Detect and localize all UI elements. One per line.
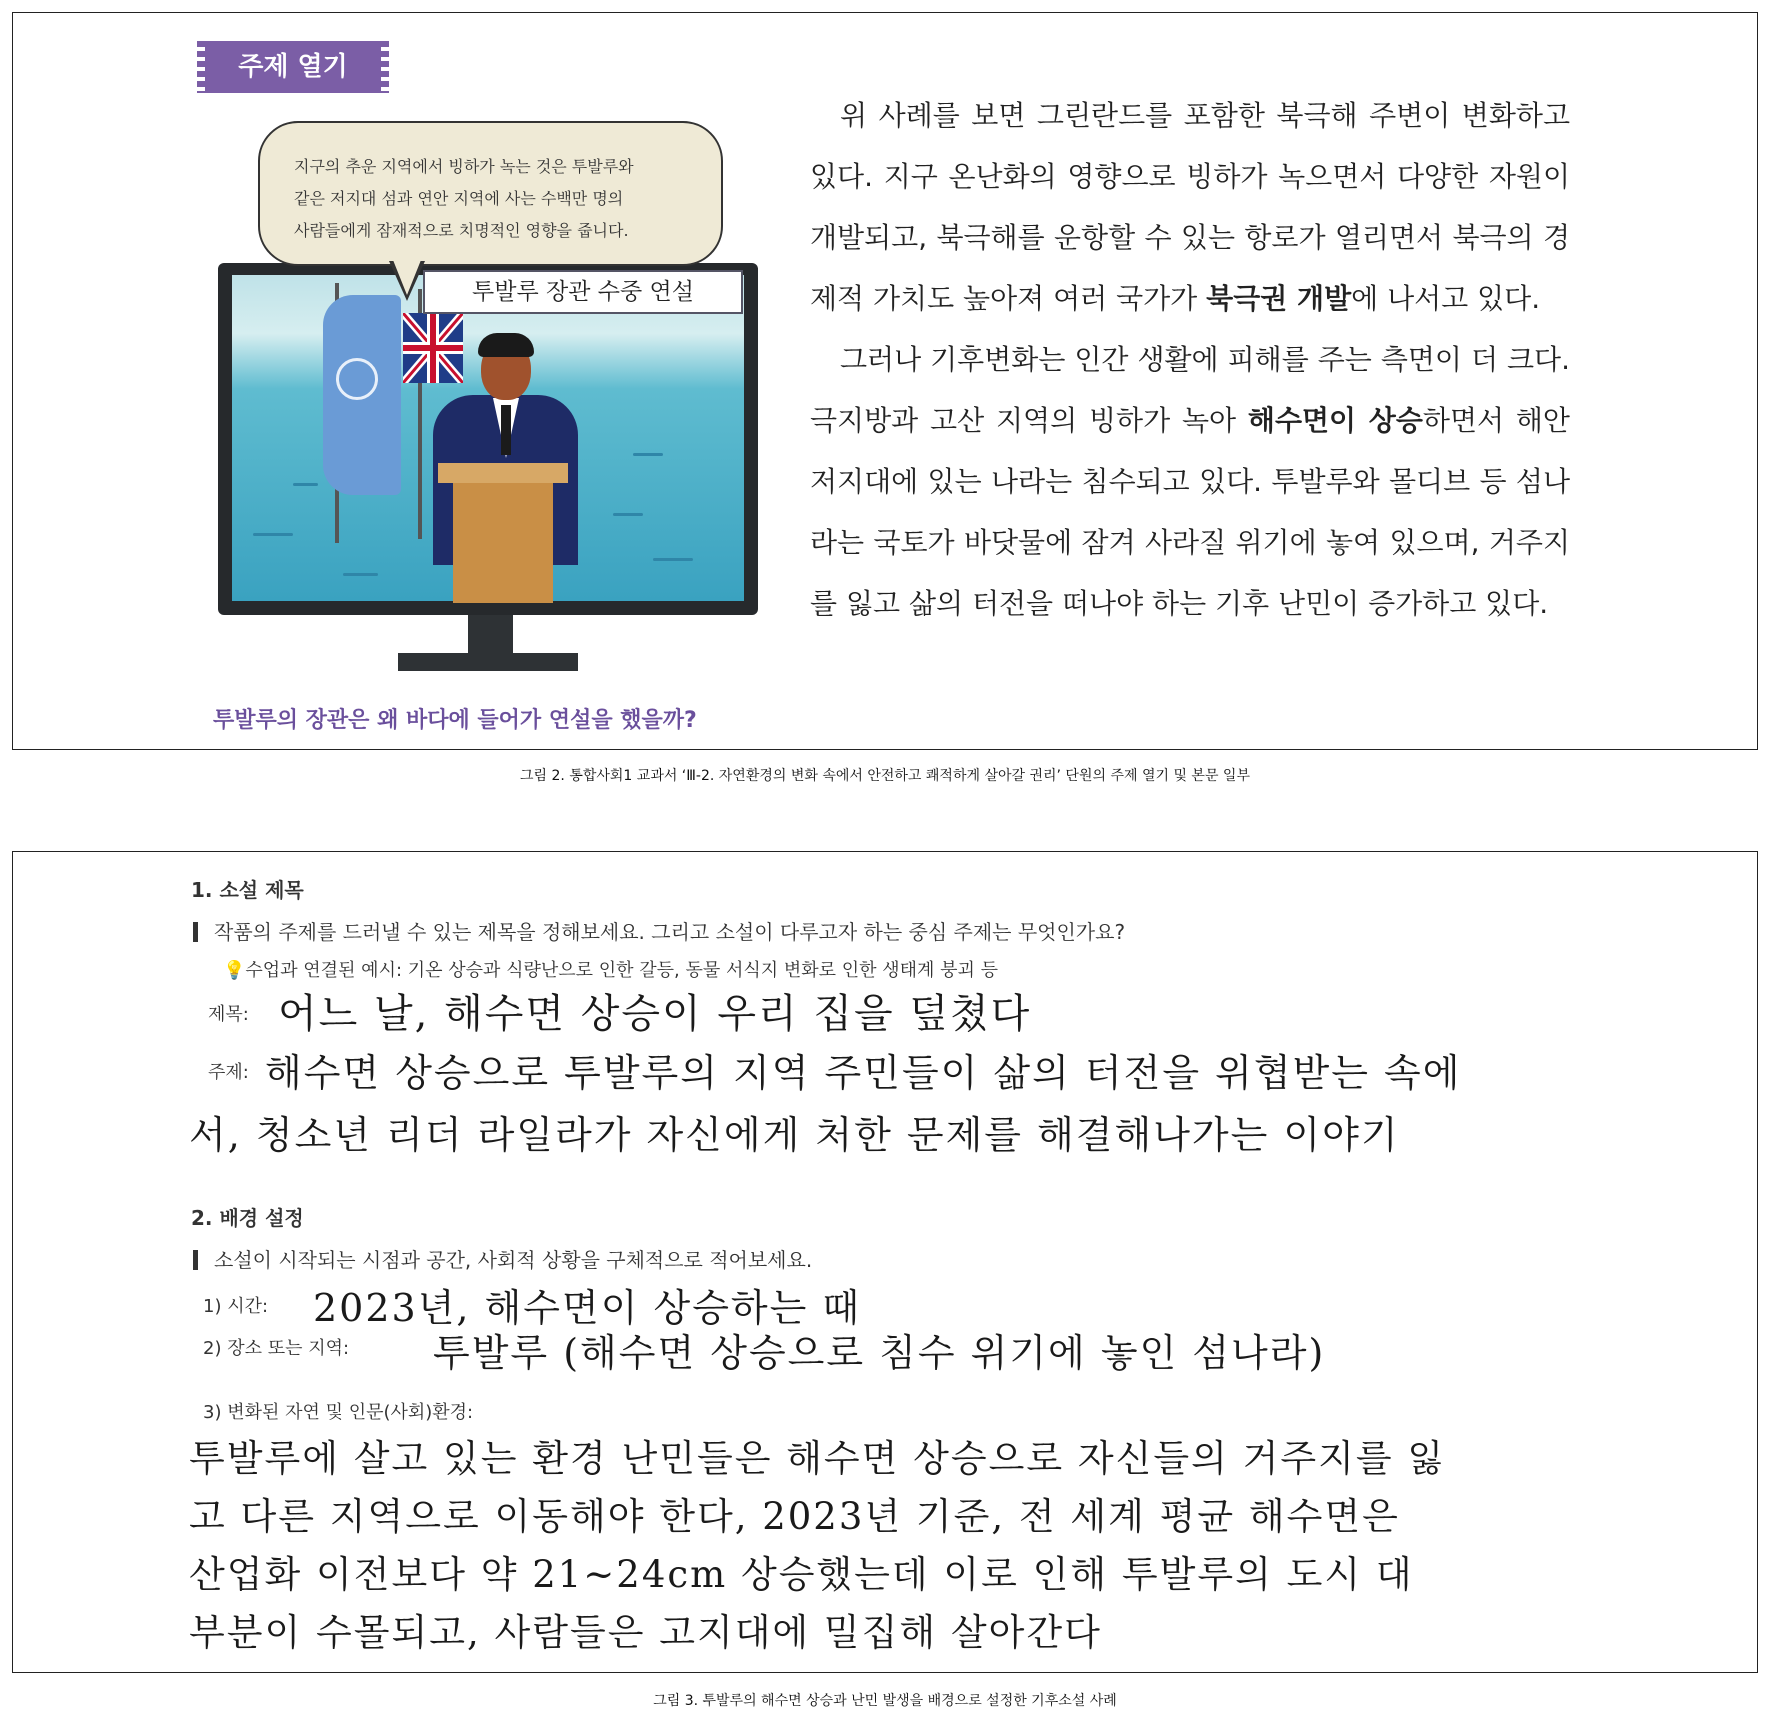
title-answer: 어느 날, 해수면 상승이 우리 집을 덮쳤다: [278, 991, 1032, 1037]
paragraph-2-text: 그러나 기후변화는 인간 생활에 피해를 주는 측면이 더 크다. 극지방과 고산 지역의 빙하가 녹아: [810, 343, 1570, 437]
theme-label: 주제:: [208, 1062, 249, 1083]
time-answer: 2023년, 해수면이 상승하는 때: [313, 1286, 862, 1330]
tv-stand-base: [398, 653, 578, 671]
environment-answer-line: 고 다른 지역으로 이동해야 한다, 2023년 기준, 전 세계 평균 해수면은: [189, 1495, 1400, 1538]
un-emblem-icon: [336, 358, 378, 400]
tv-stand: [468, 615, 513, 655]
keyword-arctic-development: 북극권 개발: [1206, 282, 1352, 315]
bubble-line: 지구의 추운 지역에서 빙하가 녹는 것은 투발루와: [294, 157, 634, 176]
environment-answer-line: 부분이 수몰되고, 사람들은 고지대에 밀집해 살아간다: [189, 1611, 1102, 1654]
tie: [501, 405, 511, 455]
bullet-bar: [193, 922, 198, 942]
environment-answer-line: 투발루에 살고 있는 환경 난민들은 해수면 상승으로 자신들의 거주지를 잃: [189, 1437, 1446, 1480]
topic-badge: 주제 열기: [203, 41, 383, 93]
section-2-question: [193, 1244, 812, 1273]
environment-label: 3) 변화된 자연 및 인문(사회)환경:: [203, 1402, 474, 1423]
bubble-line: 같은 저지대 섬과 연안 지역에 사는 수백만 명의: [294, 189, 624, 208]
bubble-tail-fill: [393, 260, 421, 295]
illustration-question: 투발루의 장관은 왜 바다에 들어가 연설을 했을까?: [213, 708, 697, 733]
wave-mark: [253, 533, 293, 536]
environment-answer-line: 산업화 이전보다 약 21~24cm 상승했는데 이로 인해 투발루의 도시 대: [189, 1553, 1414, 1596]
tuvalu-flag: [403, 313, 463, 383]
place-answer: 투발루 (해수면 상승으로 침수 위기에 놓인 섬나라): [433, 1331, 1326, 1375]
minister-hair: [478, 333, 534, 357]
bubble-line: 사람들에게 잠재적으로 치명적인 영향을 줍니다.: [294, 221, 629, 240]
wave-mark: [343, 573, 378, 576]
bullet-bar: [193, 1250, 198, 1270]
podium-top: [438, 463, 568, 483]
wave-mark: [293, 483, 318, 486]
section-2-title: 2. 배경 설정: [191, 1206, 304, 1230]
speech-bubble: [258, 121, 723, 266]
wave-mark: [613, 513, 643, 516]
paragraph-1-text: 위 사례를 보면 그린란드를 포함한 북극해 주변이 변화하고 있다. 지구 온난화의 영향으로 빙하가 녹으면서 다양한 자원이 개발되고, 북극해를 운항할 수 있는 항로가 열리면서 북극의 경제적 가치도 높아져 여러 국가가: [810, 99, 1570, 315]
speech-banner: 투발루 장관 수중 연설: [423, 270, 743, 314]
podium: [453, 483, 553, 603]
section-1-example: 💡수업과 연결된 예시: 기온 상승과 식량난으로 인한 갈등, 동물 서식지 변화로 인한 생태계 붕괴 등: [223, 960, 999, 981]
figure-3-panel: [12, 851, 1758, 1673]
keyword-sea-level-rise: 해수면이 상승: [1247, 404, 1423, 437]
section-1-question-text: 작품의 주제를 드러낼 수 있는 제목을 정해보세요. 그리고 소설이 다루고자 하는 중심 주제는 무엇인가요?: [214, 920, 1126, 944]
figure-2-panel: [12, 12, 1758, 750]
place-label: 2) 장소 또는 지역:: [203, 1338, 350, 1359]
paragraph-2-end: 하면서 해안 저지대에 있는 나라는 침수되고 있다. 투발루와 몰디브 등 섬나라는 국토가 바닷물에 잠겨 사라질 위기에 놓여 있으며, 거주지를 잃고 삶의 터전을 떠나야 하는 기후 난민이 증가하고 있다.: [810, 404, 1570, 620]
time-label: 1) 시간:: [203, 1296, 269, 1317]
paragraph-2: [810, 329, 1570, 634]
section-1-question: [193, 916, 1125, 945]
figure-2-caption: 그림 2. 통합사회1 교과서 ‘Ⅲ-2. 자연환경의 변화 속에서 안전하고 쾌적하게 살아갈 권리’ 단원의 주제 열기 및 본문 일부: [520, 768, 1250, 784]
figure-3-caption: 그림 3. 투발루의 해수면 상승과 난민 발생을 배경으로 설정한 기후소설 사례: [653, 1693, 1117, 1709]
wave-mark: [653, 558, 693, 561]
paragraph-1-end: 에 나서고 있다.: [1351, 282, 1541, 315]
theme-answer-line-1: 해수면 상승으로 투발루의 지역 주민들이 삶의 터전을 위협받는 속에: [265, 1051, 1462, 1095]
section-2-question-text: 소설이 시작되는 시점과 공간, 사회적 상황을 구체적으로 적어보세요.: [214, 1248, 813, 1272]
paragraph-1: [810, 85, 1570, 329]
title-label: 제목:: [208, 1004, 249, 1025]
textbook-body: [810, 85, 1570, 634]
wave-mark: [633, 453, 663, 456]
theme-answer-line-2: 서, 청소년 리더 라일라가 자신에게 처한 문제를 해결해나가는 이야기: [189, 1113, 1400, 1157]
section-1-title: 1. 소설 제목: [191, 878, 304, 902]
